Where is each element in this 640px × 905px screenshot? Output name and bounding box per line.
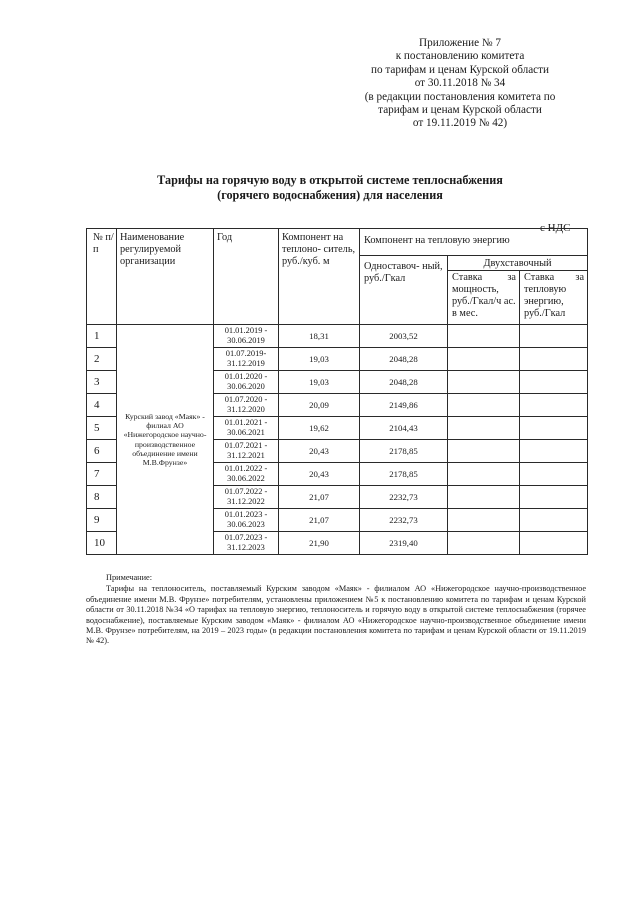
one-part-cell: 2104,43 <box>360 417 448 440</box>
header-organization: Наименование регулируемой организации <box>117 229 214 325</box>
capacity-cell <box>448 463 520 486</box>
capacity-cell <box>448 440 520 463</box>
row-number: 8 <box>87 486 117 509</box>
organization-name: Курский завод «Маяк» - филиал АО «Нижегородское научно- производственное объединение имени М.В.Фрунзе» <box>117 325 214 555</box>
energy-rate-cell <box>520 440 588 463</box>
appendix-line: к постановлению комитета <box>395 50 525 63</box>
energy-rate-cell <box>520 463 588 486</box>
period-cell: 01.07.2019- 31.12.2019 <box>214 348 279 371</box>
capacity-cell <box>448 417 520 440</box>
row-number: 6 <box>87 440 117 463</box>
appendix-line: по тарифам и ценам Курской области <box>370 63 550 76</box>
capacity-cell <box>448 348 520 371</box>
capacity-cell <box>448 509 520 532</box>
period-cell: 01.07.2023 - 31.12.2023 <box>214 532 279 555</box>
energy-rate-cell <box>520 509 588 532</box>
period-cell: 01.01.2020 - 30.06.2020 <box>214 371 279 394</box>
header-capacity-rate: Ставка за мощность, руб./Гкал/ч ас. в мес. <box>448 271 520 325</box>
one-part-cell: 2048,28 <box>360 348 448 371</box>
capacity-cell <box>448 486 520 509</box>
row-number: 5 <box>87 417 117 440</box>
carrier-cell: 21,90 <box>279 532 360 555</box>
carrier-cell: 21,07 <box>279 486 360 509</box>
carrier-cell: 20,43 <box>279 463 360 486</box>
period-cell: 01.01.2022 - 30.06.2022 <box>214 463 279 486</box>
header-heat-energy: Компонент на тепловую энергию <box>360 229 588 256</box>
appendix-line: (в редакции постановления комитета по <box>364 90 556 103</box>
tariffs-table <box>86 228 588 555</box>
one-part-cell: 2232,73 <box>360 509 448 532</box>
carrier-cell: 18,31 <box>279 325 360 348</box>
notes-section <box>86 573 586 647</box>
row-number: 1 <box>87 325 117 348</box>
energy-rate-cell <box>520 348 588 371</box>
capacity-cell <box>448 371 520 394</box>
row-number: 9 <box>87 509 117 532</box>
appendix-line: от 19.11.2019 № 42) <box>412 117 508 130</box>
row-number: 10 <box>87 532 117 555</box>
notes-body: Тарифы на теплоноситель, поставляемый Курским заводом «Маяк» - филиалом АО «Нижегородское научно-производственное объединение имени М.В. Фрунзе» потребителям, установлены приложением №5 к постановлению комитета по тарифам и ценам Курской области от 30.11.2018 №34 «О тарифах на тепловую энергию, теплоноситель и горячую воду в открытой системе теплоснабжения (горячее водоснабжение), поставляемые Курским заводом «Маяк» - филиалом АО «Нижегородское научно-производственное объединение имени М.В. Фрунзе» потребителям, на 2019 – 2023 годы» (в редакции постановления комитета по тарифам и ценам Курской области от 19.11.2019 № 42). <box>86 584 586 646</box>
carrier-cell: 20,43 <box>279 440 360 463</box>
capacity-cell <box>448 325 520 348</box>
appendix-line: тарифам и ценам Курской области <box>378 104 542 117</box>
row-number: 7 <box>87 463 117 486</box>
period-cell: 01.01.2021 - 30.06.2021 <box>214 417 279 440</box>
period-cell: 01.07.2022 - 31.12.2022 <box>214 486 279 509</box>
energy-rate-cell <box>520 371 588 394</box>
one-part-cell: 2149,86 <box>360 394 448 417</box>
row-number: 2 <box>87 348 117 371</box>
table-row <box>87 325 588 348</box>
energy-rate-cell <box>520 417 588 440</box>
carrier-cell: 19,62 <box>279 417 360 440</box>
appendix-line: Приложение № 7 <box>419 37 501 49</box>
header-heat-carrier: Компонент на теплоно- ситель, руб./куб. м <box>279 229 360 325</box>
header-one-part: Одноставоч- ный, руб./Гкал <box>360 256 448 325</box>
carrier-cell: 20,09 <box>279 394 360 417</box>
document-title <box>100 173 560 203</box>
period-cell: 01.07.2020 - 31.12.2020 <box>214 394 279 417</box>
carrier-cell: 21,07 <box>279 509 360 532</box>
energy-rate-cell <box>520 394 588 417</box>
row-number: 4 <box>87 394 117 417</box>
one-part-cell: 2178,85 <box>360 463 448 486</box>
carrier-cell: 19,03 <box>279 348 360 371</box>
period-cell: 01.07.2021 - 31.12.2021 <box>214 440 279 463</box>
one-part-cell: 2048,28 <box>360 371 448 394</box>
header-year: Год <box>214 229 279 325</box>
one-part-cell: 2178,85 <box>360 440 448 463</box>
energy-rate-cell <box>520 486 588 509</box>
appendix-header <box>330 37 590 131</box>
energy-rate-cell <box>520 325 588 348</box>
period-cell: 01.01.2023 - 30.06.2023 <box>214 509 279 532</box>
title-line-1: Тарифы на горячую воду в открытой системе теплоснабжения <box>157 173 503 187</box>
carrier-cell: 19,03 <box>279 371 360 394</box>
title-line-2: (горячего водоснабжения) для населения <box>217 188 443 202</box>
energy-rate-cell <box>520 532 588 555</box>
header-number: № п/п <box>87 229 117 325</box>
capacity-cell <box>448 532 520 555</box>
capacity-cell <box>448 394 520 417</box>
period-cell: 01.01.2019 - 30.06.2019 <box>214 325 279 348</box>
notes-title: Примечание: <box>106 573 153 582</box>
one-part-cell: 2319,40 <box>360 532 448 555</box>
one-part-cell: 2003,52 <box>360 325 448 348</box>
appendix-line: от 30.11.2018 № 34 <box>414 77 506 90</box>
row-number: 3 <box>87 371 117 394</box>
header-energy-rate: Ставка за тепловую энергию, руб./Гкал <box>520 271 588 325</box>
vat-note: с НДС <box>540 222 571 234</box>
one-part-cell: 2232,73 <box>360 486 448 509</box>
header-two-part: Двухставочный <box>448 256 588 271</box>
